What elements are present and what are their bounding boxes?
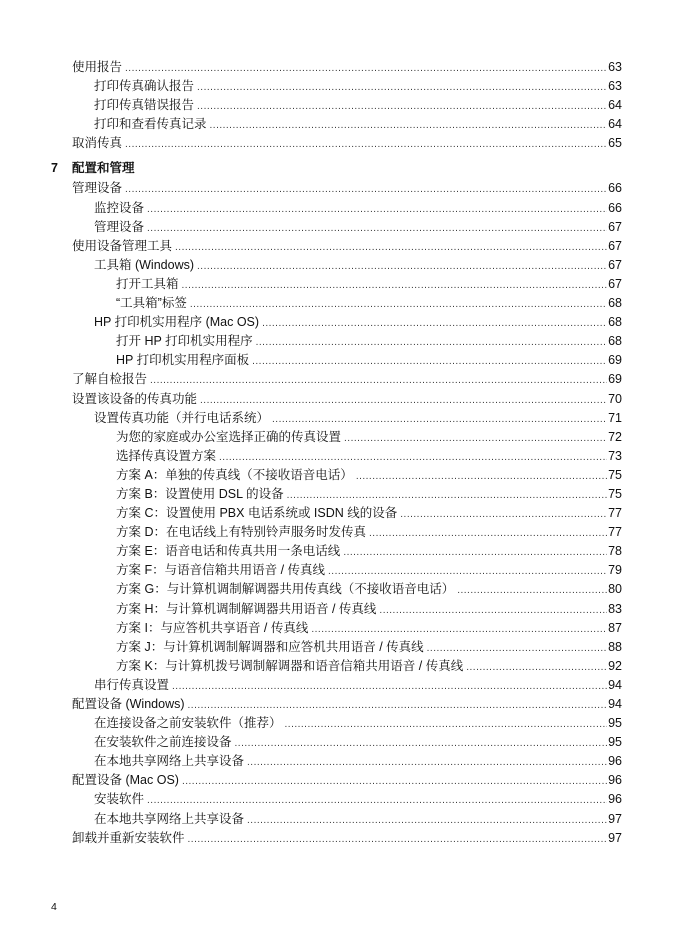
toc-entry-title: 打开工具箱	[116, 276, 179, 291]
toc-entry[interactable]	[72, 695, 622, 714]
dot-leader	[125, 59, 607, 78]
toc-entry-title: 打印和查看传真记录	[94, 117, 207, 132]
toc-entry[interactable]	[72, 600, 622, 619]
toc-entry-page: 94	[608, 677, 622, 692]
toc-entry[interactable]	[72, 542, 622, 561]
toc-entry[interactable]	[72, 409, 622, 428]
toc-entry[interactable]	[72, 771, 622, 790]
toc-entry-title: 安装软件	[94, 792, 145, 807]
dot-leader	[175, 238, 607, 257]
toc-section-previous	[72, 58, 622, 153]
toc-entry-page: 75	[608, 486, 622, 501]
toc-entry-page: 66	[608, 181, 622, 196]
toc-entry[interactable]	[72, 390, 622, 409]
toc-entry-title: 设置该设备的传真功能	[72, 391, 198, 406]
dot-leader	[190, 295, 607, 314]
dot-leader	[285, 715, 608, 734]
dot-leader	[147, 791, 607, 810]
dot-leader	[379, 601, 607, 620]
toc-entry[interactable]	[72, 199, 622, 218]
toc-entry[interactable]	[72, 657, 622, 676]
toc-entry-title: 方案 K：与计算机拨号调制解调器和语音信箱共用语音 / 传真线	[116, 658, 464, 673]
toc-entry-title: HP 打印机实用程序面板	[116, 353, 250, 368]
toc-entry-page: 87	[608, 620, 622, 635]
toc-entry-page: 64	[608, 117, 622, 132]
toc-entry[interactable]	[72, 134, 622, 153]
toc-entry-title: 方案 F：与语音信箱共用语音 / 传真线	[116, 563, 326, 578]
toc-entry-title: 打开 HP 打印机实用程序	[116, 334, 253, 349]
toc-entry-page: 70	[608, 391, 622, 406]
dot-leader	[287, 486, 607, 505]
toc-entry-title: 工具箱 (Windows)	[94, 257, 195, 272]
toc-entry[interactable]	[72, 790, 622, 809]
toc-entry[interactable]	[72, 77, 622, 96]
toc-entry[interactable]	[72, 829, 622, 848]
toc-entry-title: 打印传真确认报告	[94, 79, 195, 94]
toc-entry[interactable]	[72, 561, 622, 580]
dot-leader	[343, 543, 607, 562]
toc-entry[interactable]	[72, 676, 622, 695]
toc-entry-title: 取消传真	[72, 136, 123, 151]
toc-entry-page: 95	[608, 716, 622, 731]
dot-leader	[182, 276, 608, 295]
toc-entry[interactable]	[72, 638, 622, 657]
toc-entry-page: 94	[608, 697, 622, 711]
toc-entry[interactable]	[72, 504, 622, 523]
toc-entry[interactable]	[72, 96, 622, 115]
toc-entry-page: 77	[608, 525, 622, 540]
toc-entry-page: 97	[608, 811, 622, 826]
toc-entry[interactable]	[72, 752, 622, 771]
toc-entry-page: 67	[608, 257, 622, 272]
toc-entry-page: 63	[608, 60, 622, 74]
toc-entry-page: 96	[608, 754, 622, 769]
toc-entry-page: 69	[608, 353, 622, 368]
toc-entry-page: 66	[608, 200, 622, 215]
dot-leader	[182, 772, 607, 791]
dot-leader	[172, 677, 607, 696]
toc-entry[interactable]	[72, 275, 622, 294]
toc-entry-page: 95	[608, 735, 622, 750]
dot-leader	[247, 811, 607, 830]
dot-leader	[219, 448, 607, 467]
toc-entry[interactable]	[72, 256, 622, 275]
toc-entry-title: HP 打印机实用程序 (Mac OS)	[94, 315, 260, 330]
toc-entry[interactable]	[72, 447, 622, 466]
toc-entry-title: 管理设备	[94, 219, 145, 234]
toc-entry-page: 71	[608, 410, 622, 425]
toc-entry-title: 方案 G：与计算机调制解调器共用传真线（不接收语音电话）	[116, 582, 455, 597]
toc-entry-page: 96	[608, 773, 622, 788]
toc-entry-page: 67	[608, 219, 622, 234]
toc-entry-page: 79	[608, 563, 622, 578]
toc-entry-page: 88	[608, 639, 622, 654]
chapter-heading	[51, 157, 622, 179]
dot-leader	[197, 257, 607, 276]
toc-entry-title: 方案 A：单独的传真线（不接收语音电话）	[116, 467, 353, 482]
toc-entry-title: 方案 B：设置使用 DSL 的设备	[116, 486, 284, 501]
toc-entry[interactable]	[72, 580, 622, 599]
toc-entry-page: 63	[608, 79, 622, 94]
toc-entry-title: 在本地共享网络上共享设备	[94, 754, 245, 769]
toc-entry[interactable]	[72, 733, 622, 752]
dot-leader	[247, 753, 607, 772]
toc-entry-title: 方案 J：与计算机调制解调器和应答机共用语音 / 传真线	[116, 639, 424, 654]
toc-entry-page: 78	[608, 544, 622, 559]
dot-leader	[344, 429, 607, 448]
toc-entry-page: 68	[608, 334, 622, 349]
toc-entry-page: 96	[608, 792, 622, 807]
toc-entry[interactable]	[72, 237, 622, 256]
toc-entry[interactable]	[72, 58, 622, 77]
toc-entry-page: 73	[608, 448, 622, 463]
toc-entry[interactable]	[72, 218, 622, 237]
dot-leader	[147, 200, 607, 219]
toc-entry-title: 方案 C：设置使用 PBX 电话系统或 ISDN 线的设备	[116, 506, 398, 521]
toc-entry-page: 97	[608, 830, 622, 845]
toc-entry-title: 使用设备管理工具	[72, 238, 173, 253]
toc-entry-title: 管理设备	[72, 181, 123, 196]
toc-entry[interactable]	[72, 714, 622, 733]
dot-leader	[188, 696, 608, 715]
toc-entry-title: 选择传真设置方案	[116, 448, 217, 463]
toc-entry-title: 配置设备 (Windows)	[72, 697, 185, 711]
dot-leader	[200, 391, 607, 410]
dot-leader	[427, 639, 607, 658]
toc-entry[interactable]	[72, 619, 622, 638]
dot-leader	[466, 658, 607, 677]
toc-entry[interactable]	[72, 428, 622, 447]
dot-leader	[262, 314, 607, 333]
toc-entry-page: 64	[608, 98, 622, 113]
dot-leader	[197, 78, 607, 97]
toc-entry-page: 68	[608, 315, 622, 330]
toc-entry-title: 为您的家庭或办公室选择正确的传真设置	[116, 429, 342, 444]
toc-entry-page: 69	[608, 372, 622, 387]
toc-entry[interactable]	[72, 810, 622, 829]
chapter-title: 配置和管理	[72, 161, 135, 176]
dot-leader	[188, 830, 608, 849]
toc-entry-page: 75	[608, 467, 622, 482]
dot-leader	[272, 410, 607, 429]
toc-entry-title: 打印传真错误报告	[94, 98, 195, 113]
toc-entry-page: 77	[608, 506, 622, 521]
dot-leader	[197, 97, 607, 116]
toc-entry-page: 80	[608, 582, 622, 597]
page-number: 4	[51, 901, 57, 913]
toc-entry-title: 方案 H：与计算机调制解调器共用语音 / 传真线	[116, 601, 377, 616]
dot-leader	[210, 116, 608, 135]
toc-entry-page: 68	[608, 296, 622, 311]
toc-entry-page: 65	[608, 136, 622, 151]
toc-entry-title: 监控设备	[94, 200, 145, 215]
dot-leader	[125, 180, 607, 199]
toc-entry-title: 设置传真功能（并行电话系统）	[94, 410, 270, 425]
toc-entry[interactable]	[72, 294, 622, 313]
toc-entry-title: 在安装软件之前连接设备	[94, 735, 232, 750]
dot-leader	[125, 135, 607, 154]
toc-entry-page: 72	[608, 429, 622, 444]
toc-entry[interactable]	[72, 351, 622, 370]
toc-entry-title: 方案 E：语音电话和传真共用一条电话线	[116, 544, 341, 559]
dot-leader	[311, 620, 607, 639]
toc-entry-page: 67	[608, 276, 622, 291]
toc-entry-title: 卸载并重新安装软件	[72, 830, 185, 845]
toc-entry-title: 在连接设备之前安装软件（推荐）	[94, 716, 282, 731]
dot-leader	[457, 581, 607, 600]
toc-entry[interactable]	[72, 115, 622, 134]
toc-section-chapter	[72, 179, 622, 847]
toc-entry-title: “工具箱”标签	[116, 296, 187, 311]
dot-leader	[252, 352, 607, 371]
dot-leader	[400, 505, 607, 524]
toc-entry[interactable]	[72, 332, 622, 351]
toc-entry[interactable]	[72, 466, 622, 485]
table-of-contents	[51, 58, 622, 848]
dot-leader	[256, 333, 608, 352]
toc-entry[interactable]	[72, 370, 622, 389]
toc-entry[interactable]	[72, 313, 622, 332]
toc-entry-page: 83	[608, 601, 622, 616]
dot-leader	[369, 524, 607, 543]
dot-leader	[356, 467, 607, 486]
chapter-number: 7	[51, 161, 58, 176]
toc-entry[interactable]	[72, 523, 622, 542]
toc-entry-page: 92	[608, 658, 622, 673]
toc-entry-page: 67	[608, 238, 622, 253]
toc-entry-title: 配置设备 (Mac OS)	[72, 773, 179, 788]
toc-entry-title: 方案 D：在电话线上有特别铃声服务时发传真	[116, 525, 367, 540]
toc-entry[interactable]	[72, 485, 622, 504]
toc-entry-title: 串行传真设置	[94, 677, 170, 692]
dot-leader	[147, 219, 607, 238]
dot-leader	[150, 371, 607, 390]
toc-entry-title: 在本地共享网络上共享设备	[94, 811, 245, 826]
dot-leader	[235, 734, 608, 753]
dot-leader	[328, 562, 607, 581]
toc-entry-title: 使用报告	[72, 60, 123, 74]
toc-entry-title: 了解自检报告	[72, 372, 148, 387]
toc-entry-title: 方案 I：与应答机共享语音 / 传真线	[116, 620, 309, 635]
toc-entry[interactable]	[72, 179, 622, 198]
